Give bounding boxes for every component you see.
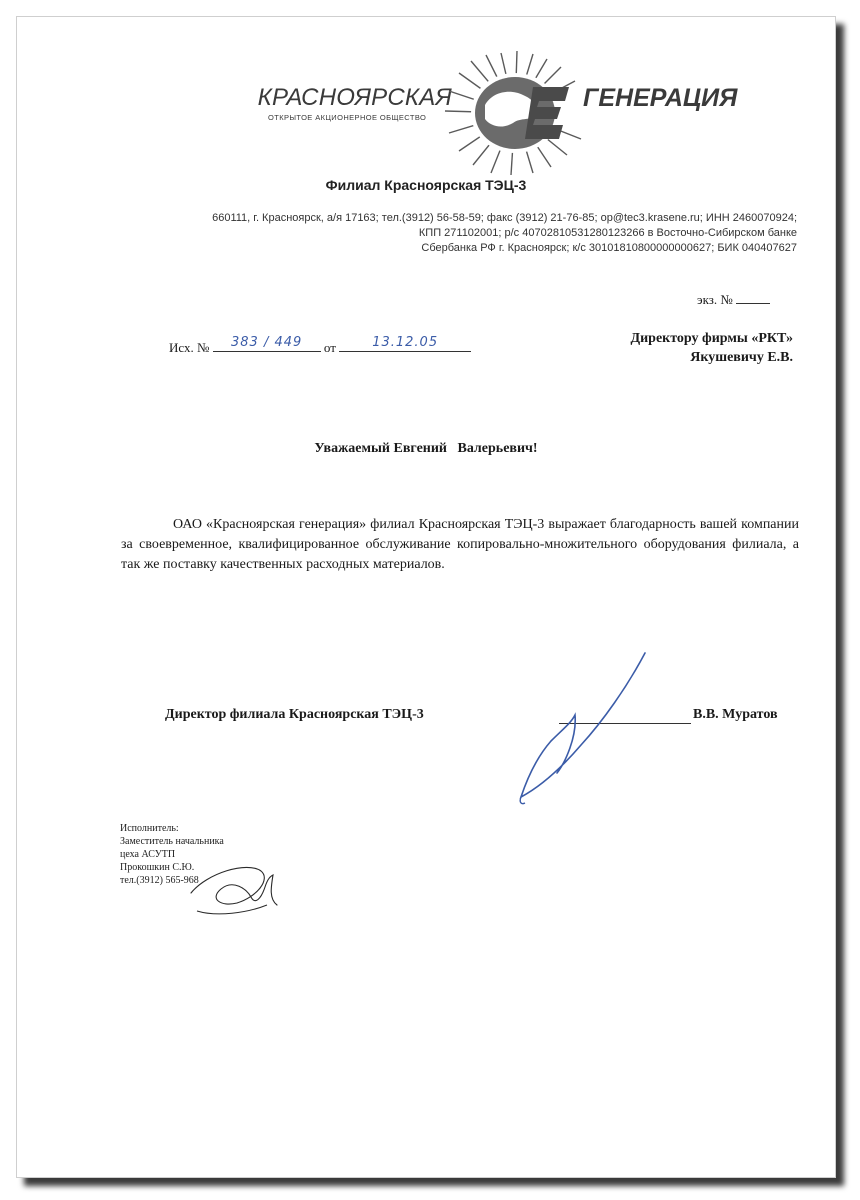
outgoing-date-field [339,333,471,352]
outgoing-from-label: от [323,340,336,355]
letter-page [16,16,836,1178]
recipient-line: Якушевичу Е.В. [690,350,793,365]
logo-subtitle: ОТКРЫТОЕ АКЦИОНЕРНОЕ ОБЩЕСТВО [268,113,427,122]
greeting: Уважаемый Евгений Валерьевич! [314,441,538,456]
signatory-title: Директор филиала Красноярская ТЭЦ-3 [165,707,424,722]
executor-line: тел.(3912) 565-968 [120,875,199,886]
recipient-line: Директору фирмы «РКТ» [630,331,793,346]
signatory-name: В.В. Муратов [693,707,778,722]
outgoing-reference [169,333,471,356]
branch-title: Филиал Красноярская ТЭЦ-3 [325,177,527,193]
copy-number-label: экз. № [697,292,733,307]
executor-line: Прокошкин С.Ю. [120,862,195,873]
requisites-line: Сбербанка РФ г. Красноярск; к/с 30101810800000000627; БИК 040407627 [421,242,797,254]
director-signature [507,647,657,807]
recipient-block [557,329,793,367]
copy-number [697,291,770,308]
logo-left-block [252,85,452,122]
logo-left-word: КРАСНОЯРСКАЯ [257,84,452,111]
requisites-line: КПП 271102001; р/с 40702810531280123266 в Восточно-Сибирском банке [418,227,797,239]
executor-signature [187,853,287,923]
letter-body: ОАО «Красноярская генерация» филиал Красноярская ТЭЦ-3 выражает благодарность вашей компании за своевременное, квалифицированное обслуживание копировально-множительного оборудования филиала, а так же поставку качественных расходных материалов. [121,517,799,572]
outgoing-date-handwritten: 13.12.05 [372,335,439,350]
outgoing-number-handwritten: 383 / 449 [231,335,303,350]
company-requisites [117,211,797,256]
executor-line: Исполнитель: [120,823,179,834]
logo-right-word: ГЕНЕРАЦИЯ [583,84,738,112]
outgoing-number-field [213,333,321,352]
copy-number-blank [736,291,770,304]
company-emblem-icon [441,51,589,175]
outgoing-number-label: Исх. № [169,340,210,355]
executor-line: цеха АСУТП [120,849,176,860]
executor-line: Заместитель начальника [120,836,224,847]
requisites-line: 660111, г. Красноярск, а/я 17163; тел.(3912) 56-58-59; факс (3912) 21-76-85; op@tec3.krasene.ru; ИНН 2460070924; [212,212,797,224]
